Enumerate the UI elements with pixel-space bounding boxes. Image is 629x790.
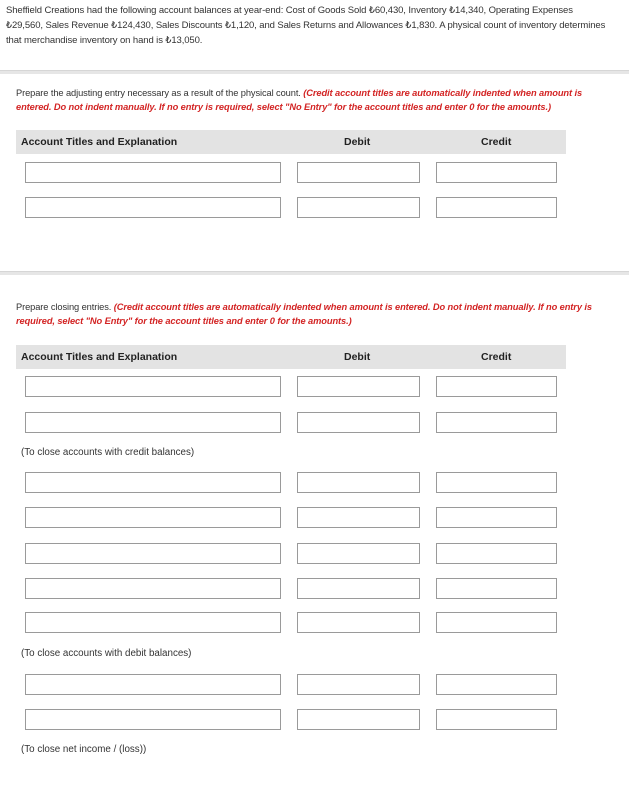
closing-account-input-1[interactable] — [25, 376, 281, 397]
closing-debit-input-9[interactable] — [297, 709, 420, 730]
section-divider — [0, 70, 629, 74]
closing-account-input-5[interactable] — [25, 543, 281, 564]
closing-account-input-2[interactable] — [25, 412, 281, 433]
closing-credit-input-9[interactable] — [436, 709, 557, 730]
closing-table-header — [16, 345, 566, 369]
closing-note-net-income: (To close net income / (loss)) — [21, 744, 147, 755]
closing-note-credit-balances: (To close accounts with credit balances) — [21, 447, 195, 458]
closing-account-input-6[interactable] — [25, 578, 281, 599]
closing-account-input-7[interactable] — [25, 612, 281, 633]
closing-note-debit-balances: (To close accounts with debit balances) — [21, 648, 192, 659]
closing-debit-input-5[interactable] — [297, 543, 420, 564]
adjusting-account-input-1[interactable] — [25, 162, 281, 183]
closing-credit-input-6[interactable] — [436, 578, 557, 599]
adjusting-credit-input-1[interactable] — [436, 162, 557, 183]
account-column-header: Account Titles and Explanation — [21, 351, 178, 363]
adjusting-credit-input-2[interactable] — [436, 197, 557, 218]
credit-column-header: Credit — [481, 136, 512, 148]
closing-credit-input-1[interactable] — [436, 376, 557, 397]
closing-credit-input-4[interactable] — [436, 507, 557, 528]
closing-credit-input-2[interactable] — [436, 412, 557, 433]
closing-credit-input-7[interactable] — [436, 612, 557, 633]
closing-account-input-9[interactable] — [25, 709, 281, 730]
debit-column-header: Debit — [344, 136, 371, 148]
adjusting-instruction: (Credit account titles are automatically indented when amount is entered. Do not indent manually. If no entry is required, select "No Entry" for the account titles and enter 0 for the amounts.) — [16, 88, 583, 112]
closing-debit-input-8[interactable] — [297, 674, 420, 695]
closing-credit-input-8[interactable] — [436, 674, 557, 695]
adjusting-table-header — [16, 130, 566, 154]
closing-credit-input-3[interactable] — [436, 472, 557, 493]
closing-debit-input-6[interactable] — [297, 578, 420, 599]
adjusting-prompt-text: Prepare the adjusting entry necessary as a result of the physical count. — [16, 88, 301, 98]
account-column-header: Account Titles and Explanation — [21, 136, 178, 148]
closing-instruction: (Credit account titles are automatically indented when amount is entered. Do not indent manually. If no entry is required, select "No Entry" for the account titles and enter 0 for the amounts.) — [16, 302, 592, 326]
closing-account-input-8[interactable] — [25, 674, 281, 695]
closing-debit-input-7[interactable] — [297, 612, 420, 633]
problem-statement: Sheffield Creations had the following account balances at year-end: Cost of Goods Sold ₺60,430, Inventory ₺14,340, Operating Expenses ₺29,560, Sales Revenue ₺124,430, Sales Discounts ₺1,120, and Sales Returns and Allowances ₺1,830. A physical count of inventory determines that merchandise inventory on hand is ₺13,050. — [6, 5, 606, 46]
closing-debit-input-4[interactable] — [297, 507, 420, 528]
adjusting-debit-input-1[interactable] — [297, 162, 420, 183]
closing-debit-input-1[interactable] — [297, 376, 420, 397]
adjusting-debit-input-2[interactable] — [297, 197, 420, 218]
debit-column-header: Debit — [344, 351, 371, 363]
closing-debit-input-3[interactable] — [297, 472, 420, 493]
closing-account-input-4[interactable] — [25, 507, 281, 528]
closing-credit-input-5[interactable] — [436, 543, 557, 564]
closing-prompt-text: Prepare closing entries. — [16, 302, 112, 312]
section-divider — [0, 271, 629, 275]
closing-entries-prompt — [16, 300, 616, 328]
adjusting-account-input-2[interactable] — [25, 197, 281, 218]
credit-column-header: Credit — [481, 351, 512, 363]
closing-debit-input-2[interactable] — [297, 412, 420, 433]
closing-account-input-3[interactable] — [25, 472, 281, 493]
adjusting-entry-prompt — [16, 86, 616, 114]
